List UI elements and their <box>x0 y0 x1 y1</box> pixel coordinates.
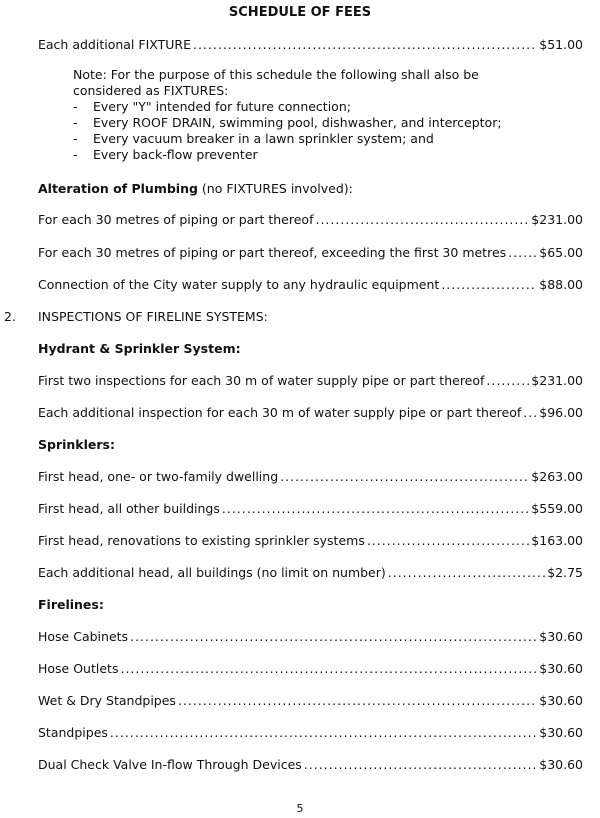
alteration-heading <box>38 181 353 196</box>
bullet-text: Every back-flow preventer <box>93 147 258 162</box>
page-number: 5 <box>296 802 304 815</box>
fee-row <box>38 469 583 484</box>
fee-label: Connection of the City water supply to any hydraulic equipment <box>38 277 440 292</box>
fee-row <box>38 757 583 772</box>
fee-amount: $231.00 <box>531 373 583 388</box>
fee-amount: $30.60 <box>539 661 583 676</box>
fee-label: Dual Check Valve In-flow Through Devices <box>38 757 302 772</box>
bullet-dash: - <box>73 115 78 130</box>
alteration-heading-rest: (no FIXTURES involved): <box>197 181 353 196</box>
fee-row <box>38 212 583 227</box>
fee-row <box>38 405 583 420</box>
fee-label: Wet & Dry Standpipes <box>38 693 176 708</box>
fee-row <box>38 629 583 644</box>
dot-leader <box>523 405 537 420</box>
fee-amount: $2.75 <box>547 565 583 580</box>
alteration-heading-bold: Alteration of Plumbing <box>38 181 198 196</box>
dot-leader <box>486 373 529 388</box>
fee-row <box>38 565 583 580</box>
fee-label: Each additional FIXTURE <box>38 37 191 52</box>
fee-label: Hose Cabinets <box>38 629 129 644</box>
fee-row-additional-fixture <box>38 37 583 52</box>
section-number: 2. <box>4 309 16 324</box>
bullet-dash: - <box>73 147 78 162</box>
dot-leader <box>280 469 529 484</box>
dot-leader <box>304 757 537 772</box>
fee-amount: $51.00 <box>539 37 583 52</box>
dot-leader <box>441 277 537 292</box>
fee-row <box>38 533 583 548</box>
dot-leader <box>367 533 529 548</box>
dot-leader <box>130 629 537 644</box>
fee-label: First head, renovations to existing sprinkler systems <box>38 533 365 548</box>
bullet-dash: - <box>73 131 78 146</box>
dot-leader <box>178 693 537 708</box>
dot-leader <box>193 37 537 52</box>
note-line-2: considered as FIXTURES: <box>73 83 229 98</box>
fee-amount: $30.60 <box>539 693 583 708</box>
fee-amount: $65.00 <box>539 245 583 260</box>
fee-row <box>38 245 583 260</box>
dot-leader <box>315 212 529 227</box>
fee-amount: $30.60 <box>539 629 583 644</box>
fee-label: Hose Outlets <box>38 661 119 676</box>
fee-amount: $231.00 <box>531 212 583 227</box>
fee-row <box>38 725 583 740</box>
dot-leader <box>508 245 537 260</box>
section-title: INSPECTIONS OF FIRELINE SYSTEMS: <box>38 309 268 324</box>
fee-label: Each additional head, all buildings (no limit on number) <box>38 565 386 580</box>
fee-row <box>38 693 583 708</box>
fee-label: First two inspections for each 30 m of water supply pipe or part thereof <box>38 373 485 388</box>
bullet-text: Every "Y" intended for future connection; <box>93 99 351 114</box>
fee-row <box>38 501 583 516</box>
fee-label: Standpipes <box>38 725 108 740</box>
fee-amount: $88.00 <box>539 277 583 292</box>
dot-leader <box>120 661 537 676</box>
dot-leader <box>110 725 537 740</box>
fee-amount: $263.00 <box>531 469 583 484</box>
fee-amount: $30.60 <box>539 725 583 740</box>
dot-leader <box>388 565 545 580</box>
fee-row <box>38 373 583 388</box>
bullet-dash: - <box>73 99 78 114</box>
hydrant-heading: Hydrant & Sprinkler System: <box>38 341 241 356</box>
fee-amount: $163.00 <box>531 533 583 548</box>
fee-amount: $96.00 <box>539 405 583 420</box>
fee-amount: $559.00 <box>531 501 583 516</box>
note-line-1: Note: For the purpose of this schedule the following shall also be <box>73 67 479 82</box>
fee-label: First head, all other buildings <box>38 501 220 516</box>
fee-label: Each additional inspection for each 30 m of water supply pipe or part thereof <box>38 405 522 420</box>
bullet-text: Every vacuum breaker in a lawn sprinkler system; and <box>93 131 434 146</box>
page-title: SCHEDULE OF FEES <box>228 5 372 20</box>
fee-label: For each 30 metres of piping or part thereof <box>38 212 314 227</box>
dot-leader <box>222 501 529 516</box>
fee-amount: $30.60 <box>539 757 583 772</box>
fee-label: First head, one- or two-family dwelling <box>38 469 279 484</box>
bullet-text: Every ROOF DRAIN, swimming pool, dishwasher, and interceptor; <box>93 115 502 130</box>
firelines-heading: Firelines: <box>38 597 104 612</box>
fixtures-note <box>73 67 553 99</box>
sprinklers-heading: Sprinklers: <box>38 437 115 452</box>
fee-row <box>38 661 583 676</box>
fee-label: For each 30 metres of piping or part thereof, exceeding the first 30 metres <box>38 245 507 260</box>
fee-row <box>38 277 583 292</box>
